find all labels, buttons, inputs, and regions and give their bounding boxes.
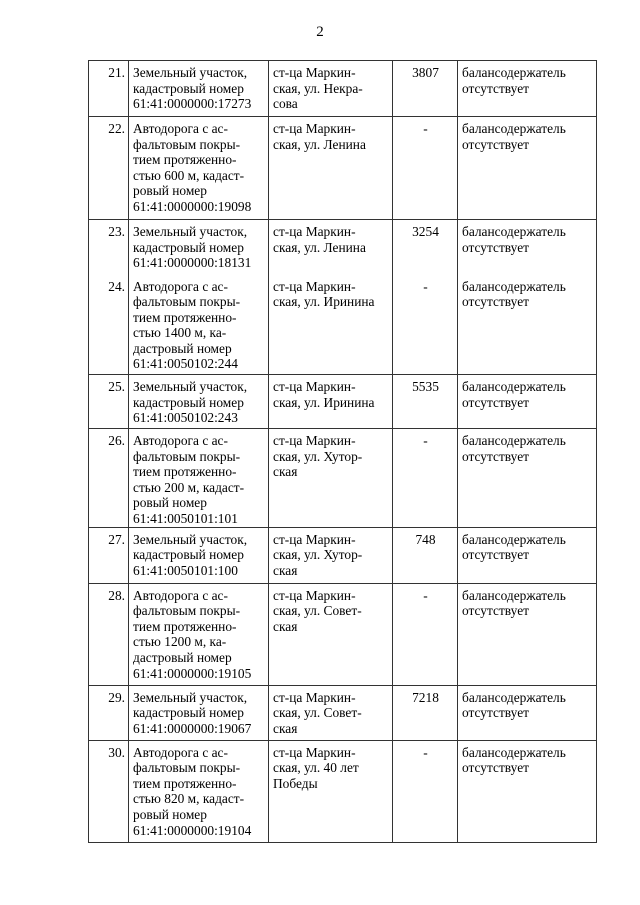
table-row [89, 685, 597, 740]
object-address: ст-ца Маркин- ская, ул. Ленина [269, 220, 393, 275]
object-holder: балансодержатель отсутствует [458, 220, 597, 275]
object-area: 7218 [393, 685, 458, 740]
object-name: Автодорога с ас- фальтовым покры- тием протяженно- стью 1400 м, ка- дастровый номер 61:41:0050102:244 [129, 275, 269, 375]
object-address: ст-ца Маркин- ская, ул. Совет- ская [269, 583, 393, 685]
object-address: ст-ца Маркин- ская, ул. Иринина [269, 375, 393, 429]
object-name: Автодорога с ас- фальтовым покры- тием протяженно- стью 1200 м, ка- дастровый номер 61:41:0000000:19105 [129, 583, 269, 685]
object-name: Земельный участок, кадастровый номер 61:41:0000000:18131 [129, 220, 269, 275]
row-number: 30. [89, 740, 129, 842]
table-row [89, 429, 597, 528]
object-name: Автодорога с ас- фальтовым покры- тием протяженно- стью 600 м, кадаст- ровый номер 61:41:0000000:19098 [129, 117, 269, 220]
object-area: - [393, 429, 458, 528]
object-address: ст-ца Маркин- ская, ул. Ленина [269, 117, 393, 220]
object-address: ст-ца Маркин- ская, ул. Совет- ская [269, 685, 393, 740]
object-holder: балансодержатель отсутствует [458, 117, 597, 220]
property-table [88, 60, 597, 843]
object-area: 3254 [393, 220, 458, 275]
object-address: ст-ца Маркин- ская, ул. Хутор- ская [269, 527, 393, 583]
table-row [89, 527, 597, 583]
object-address: ст-ца Маркин- ская, ул. 40 лет Победы [269, 740, 393, 842]
table-row [89, 275, 597, 375]
object-holder: балансодержатель отсутствует [458, 527, 597, 583]
row-number: 27. [89, 527, 129, 583]
row-number: 28. [89, 583, 129, 685]
row-number: 22. [89, 117, 129, 220]
object-name: Автодорога с ас- фальтовым покры- тием протяженно- стью 200 м, кадаст- ровый номер 61:41:0050101:101 [129, 429, 269, 528]
object-area: 748 [393, 527, 458, 583]
object-area: - [393, 275, 458, 375]
object-holder: балансодержатель отсутствует [458, 583, 597, 685]
object-holder: балансодержатель отсутствует [458, 61, 597, 117]
object-area: - [393, 583, 458, 685]
object-area: 3807 [393, 61, 458, 117]
row-number: 25. [89, 375, 129, 429]
row-number: 23. [89, 220, 129, 275]
table-row [89, 375, 597, 429]
row-number: 29. [89, 685, 129, 740]
object-holder: балансодержатель отсутствует [458, 275, 597, 375]
table-row [89, 61, 597, 117]
table-row [89, 740, 597, 842]
object-name: Автодорога с ас- фальтовым покры- тием протяженно- стью 820 м, кадаст- ровый номер 61:41:0000000:19104 [129, 740, 269, 842]
object-name: Земельный участок, кадастровый номер 61:41:0050101:100 [129, 527, 269, 583]
object-area: - [393, 740, 458, 842]
row-number: 24. [89, 275, 129, 375]
object-name: Земельный участок, кадастровый номер 61:41:0050102:243 [129, 375, 269, 429]
object-holder: балансодержатель отсутствует [458, 740, 597, 842]
object-area: 5535 [393, 375, 458, 429]
table-row [89, 220, 597, 275]
object-address: ст-ца Маркин- ская, ул. Иринина [269, 275, 393, 375]
page-number: 2 [316, 24, 324, 40]
object-holder: балансодержатель отсутствует [458, 429, 597, 528]
object-holder: балансодержатель отсутствует [458, 685, 597, 740]
object-holder: балансодержатель отсутствует [458, 375, 597, 429]
object-name: Земельный участок, кадастровый номер 61:41:0000000:17273 [129, 61, 269, 117]
object-area: - [393, 117, 458, 220]
object-address: ст-ца Маркин- ская, ул. Некра- сова [269, 61, 393, 117]
object-address: ст-ца Маркин- ская, ул. Хутор- ская [269, 429, 393, 528]
row-number: 21. [89, 61, 129, 117]
table-row [89, 117, 597, 220]
row-number: 26. [89, 429, 129, 528]
table-row [89, 583, 597, 685]
object-name: Земельный участок, кадастровый номер 61:41:0000000:19067 [129, 685, 269, 740]
